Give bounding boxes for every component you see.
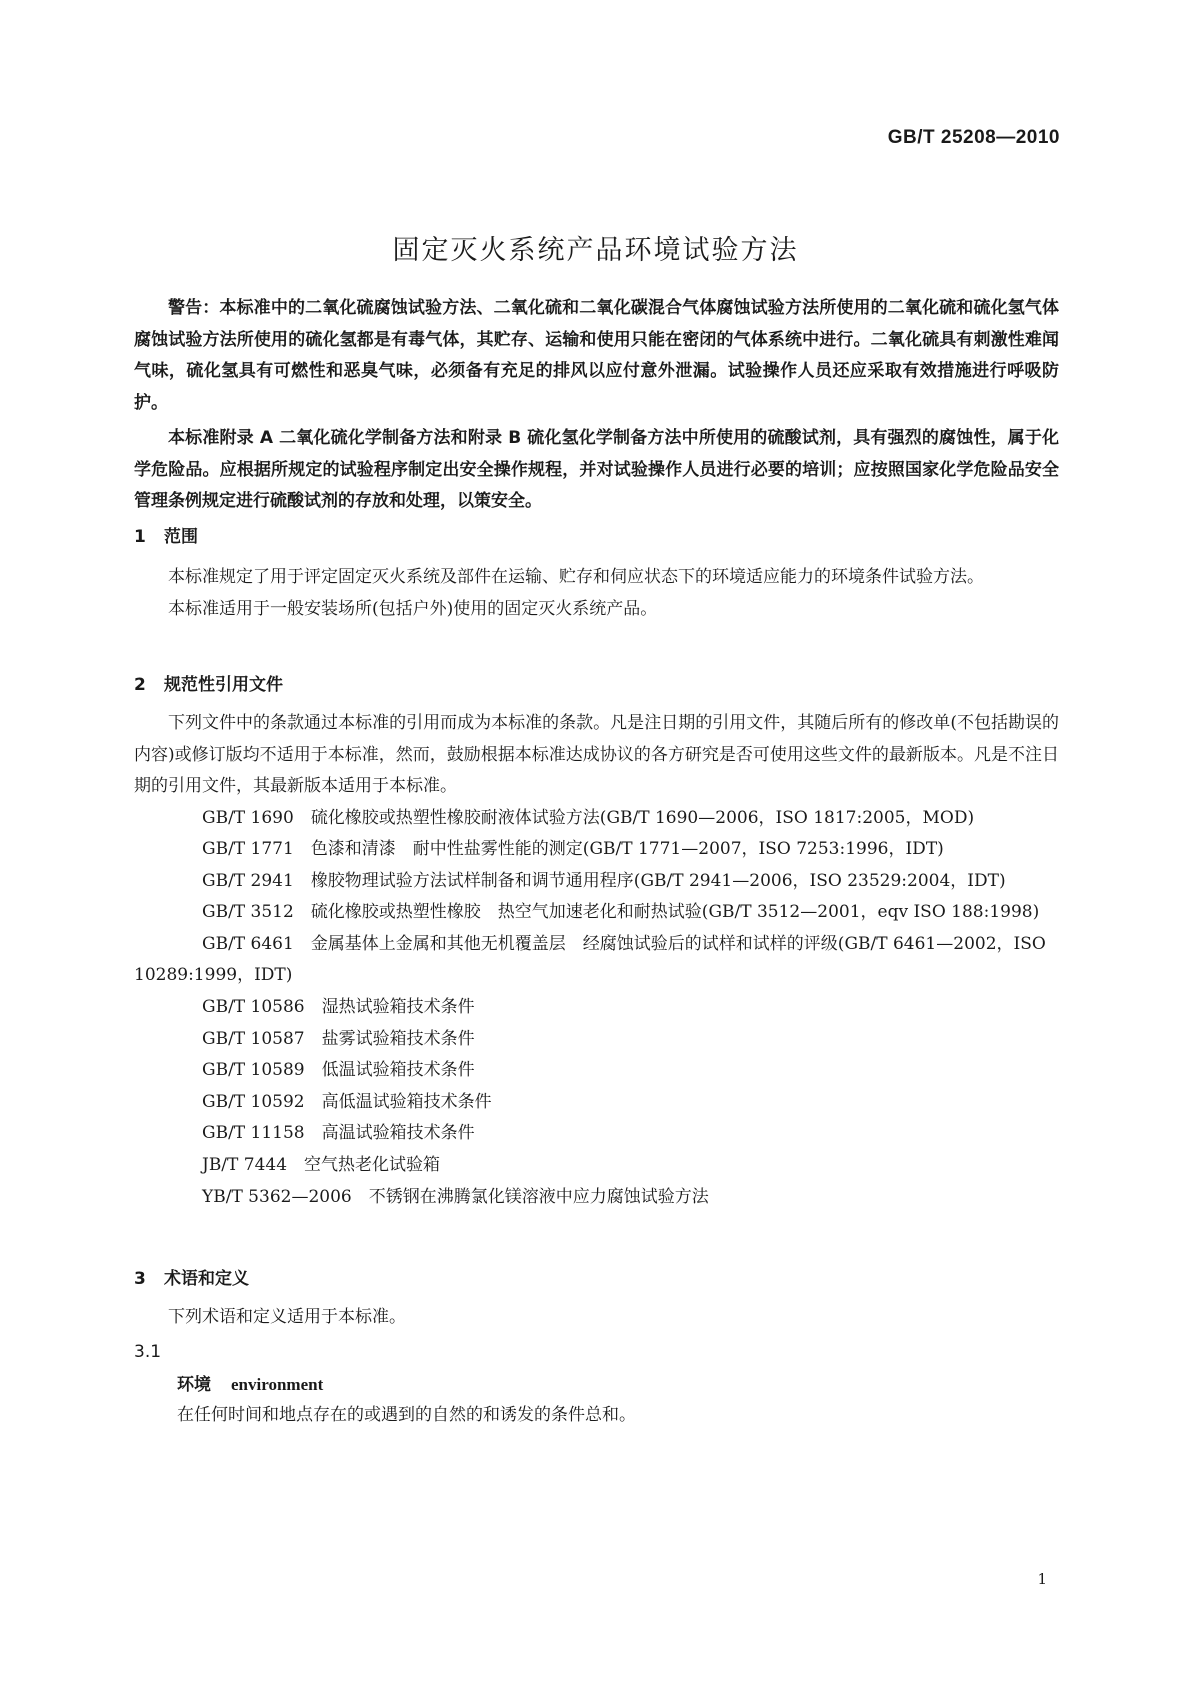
reference-title: 低温试验箱技术条件 (321, 1060, 475, 1081)
reference-code: GB/T 2941 (202, 870, 294, 891)
section-title: 范围 (164, 527, 198, 547)
reference-title: 色漆和清漆 耐中性盐雾性能的测定(GB/T 1771—2007，ISO 7253:1996，IDT) (310, 839, 944, 860)
subsection-number: 3.1 (134, 1342, 162, 1362)
reference-title: 橡胶物理试验方法试样制备和调节通用程序(GB/T 2941—2006，ISO 23529:2004，IDT) (310, 870, 1006, 891)
term-definition: 在任何时间和地点存在的或遇到的自然的和诱发的条件总和。 (177, 1405, 636, 1425)
reference-item (134, 1118, 1059, 1150)
reference-item (134, 897, 1059, 929)
reference-code: GB/T 10586 (202, 997, 305, 1018)
reference-list (134, 803, 1059, 1214)
warning-paragraph-1: 警告：本标准中的二氧化硫腐蚀试验方法、二氧化硫和二氧化碳混合气体腐蚀试验方法所使用的二氧化硫和硫化氢气体腐蚀试验方法所使用的硫化氢都是有毒气体，其贮存、运输和使用只能在密闭的气体系统中进行。二氧化硫具有刺激性难闻气味，硫化氢具有可燃性和恶臭气味，必须备有充足的排风以应付意外泄漏。试验操作人员还应采取有效措施进行呼吸防护。 (134, 298, 1059, 413)
section-title: 术语和定义 (164, 1269, 249, 1289)
reference-title: 不锈钢在沸腾氯化镁溶液中应力腐蚀试验方法 (368, 1186, 709, 1207)
section-title: 规范性引用文件 (164, 675, 283, 695)
term-english: environment (231, 1375, 324, 1394)
reference-title: 空气热老化试验箱 (304, 1155, 441, 1176)
reference-code: GB/T 10589 (202, 1060, 305, 1081)
term-definition-block (177, 1400, 1059, 1432)
section-2-body (134, 708, 1059, 1213)
section-number: 1 (134, 527, 146, 547)
reference-title: 湿热试验箱技术条件 (321, 997, 475, 1018)
page-number: 1 (1037, 1570, 1047, 1588)
section-3-heading (134, 1264, 249, 1289)
section-2-heading (134, 670, 283, 695)
section-3-intro-block (134, 1302, 1059, 1334)
section-1-paragraph: 本标准适用于一般安装场所(包括户外)使用的固定灭火系统产品。 (168, 598, 658, 619)
reference-code: GB/T 3512 (202, 902, 294, 923)
reference-title: 硫化橡胶或热塑性橡胶 热空气加速老化和耐热试验(GB/T 3512—2001，eqv ISO 188:1998) (310, 902, 1040, 923)
reference-title: 金属基体上金属和其他无机覆盖层 经腐蚀试验后的试样和试样的评级(GB/T 6461—2002，ISO 10289:1999，IDT) (134, 933, 1046, 986)
section-2-intro: 下列文件中的条款通过本标准的引用而成为本标准的条款。凡是注日期的引用文件，其随后所有的修改单(不包括勘误的内容)或修订版均不适用于本标准，然而，鼓励根据本标准达成协议的各方研究是否可使用这些文件的最新版本。凡是不注日期的引用文件，其最新版本适用于本标准。 (134, 713, 1059, 796)
reference-item (134, 1182, 1059, 1214)
reference-code: GB/T 10592 (202, 1091, 305, 1112)
term-chinese: 环境 (177, 1375, 211, 1395)
reference-code: GB/T 1771 (202, 839, 294, 860)
reference-item (134, 992, 1059, 1024)
reference-title: 高温试验箱技术条件 (321, 1123, 475, 1144)
reference-item (134, 1024, 1059, 1056)
warning-paragraph-2: 本标准附录 A 二氧化硫化学制备方法和附录 B 硫化氢化学制备方法中所使用的硫酸试剂，具有强烈的腐蚀性，属于化学危险品。应根据所规定的试验程序制定出安全操作规程，并对试验操作人员进行必要的培训；应按照国家化学危险品安全管理条例规定进行硫酸试剂的存放和处理，以策安全。 (134, 428, 1059, 511)
reference-code: GB/T 6461 (202, 933, 294, 954)
reference-item (134, 929, 1059, 992)
section-number: 2 (134, 675, 146, 695)
reference-code: GB/T 10587 (202, 1028, 305, 1049)
reference-item (134, 834, 1059, 866)
section-3-intro: 下列术语和定义适用于本标准。 (168, 1307, 406, 1327)
warning-block (134, 293, 1059, 518)
reference-title: 高低温试验箱技术条件 (321, 1091, 492, 1112)
reference-code: GB/T 11158 (202, 1123, 305, 1144)
reference-item (134, 866, 1059, 898)
section-1-heading (134, 522, 198, 547)
reference-item (134, 803, 1059, 835)
section-number: 3 (134, 1269, 146, 1289)
reference-title: 盐雾试验箱技术条件 (321, 1028, 475, 1049)
reference-title: 硫化橡胶或热塑性橡胶耐液体试验方法(GB/T 1690—2006，ISO 1817:2005，MOD) (310, 807, 975, 828)
reference-item (134, 1087, 1059, 1119)
reference-item (134, 1055, 1059, 1087)
term-entry (177, 1370, 323, 1395)
standard-number: GB/T 25208—2010 (887, 127, 1060, 148)
reference-code: GB/T 1690 (202, 807, 294, 828)
section-1-paragraph: 本标准规定了用于评定固定灭火系统及部件在运输、贮存和伺应状态下的环境适应能力的环境条件试验方法。 (168, 567, 984, 587)
section-1-body (134, 562, 1059, 625)
page-title: 固定灭火系统产品环境试验方法 (392, 235, 799, 266)
reference-code: YB/T 5362—2006 (202, 1186, 352, 1207)
reference-item (134, 1150, 1059, 1182)
reference-code: JB/T 7444 (202, 1155, 288, 1176)
